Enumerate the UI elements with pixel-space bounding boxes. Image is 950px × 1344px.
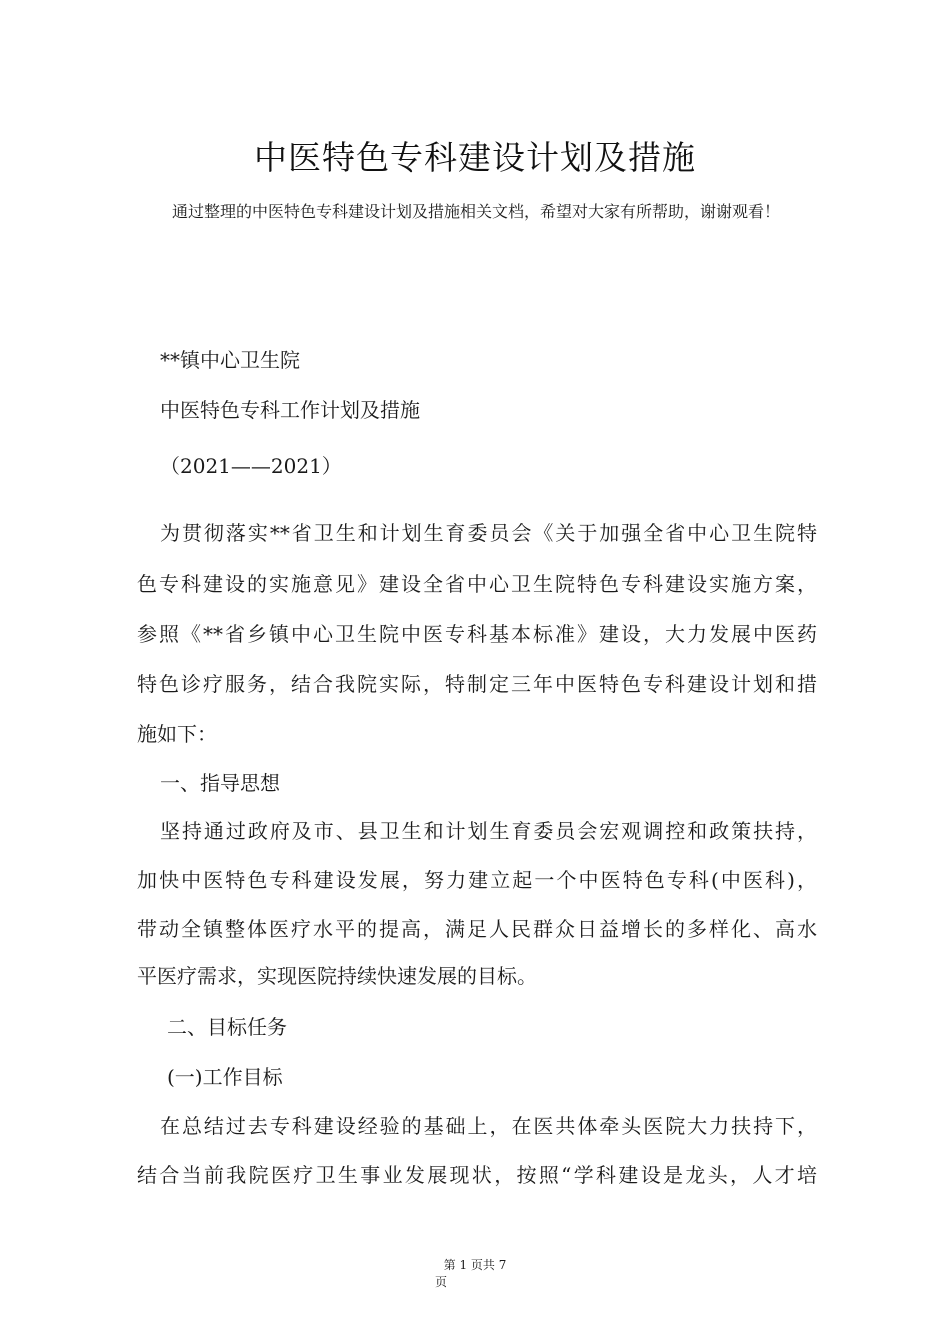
- text-line-para1-5: 施如下：: [137, 722, 217, 746]
- document-title: 中医特色专科建设计划及措施: [254, 138, 696, 177]
- text-line-para1-4: 特色诊疗服务，结合我院实际，特制定三年中医特色专科建设计划和措: [137, 672, 817, 696]
- text-line-para1-2: 色专科建设的实施意见》建设全省中心卫生院特色专科建设实施方案，: [137, 572, 817, 596]
- text-line-para2-4: 平医疗需求，实现医院持续快速发展的目标。: [137, 964, 537, 988]
- text-line-subtitle: 中医特色专科工作计划及措施: [160, 398, 420, 422]
- page-number-line1: 第 1 页共 7: [443, 1258, 507, 1272]
- text-line-years: （2021——2021）: [160, 454, 342, 478]
- text-line-para1-1: 为贯彻落实**省卫生和计划生育委员会《关于加强全省中心卫生院特: [160, 521, 817, 545]
- document-intro: 通过整理的中医特色专科建设计划及措施相关文档，希望对大家有所帮助，谢谢观看！: [172, 202, 781, 221]
- section-heading-goals: 二、目标任务: [167, 1015, 287, 1039]
- text-line-para3-1: 在总结过去专科建设经验的基础上，在医共体牵头医院大力扶持下，: [160, 1114, 817, 1138]
- text-line-para2-2: 加快中医特色专科建设发展，努力建立起一个中医特色专科(中医科)，: [137, 868, 817, 892]
- text-line-para2-1: 坚持通过政府及市、县卫生和计划生育委员会宏观调控和政策扶持，: [160, 819, 817, 843]
- text-line-para2-3: 带动全镇整体医疗水平的提高，满足人民群众日益增长的多样化、高水: [137, 917, 817, 941]
- page-number-line2: 页: [434, 1275, 447, 1289]
- section-heading-guiding-thought: 一、指导思想: [160, 771, 280, 795]
- text-line-org: **镇中心卫生院: [160, 348, 300, 372]
- text-line-para3-2: 结合当前我院医疗卫生事业发展现状，按照“学科建设是龙头，人才培: [137, 1163, 817, 1187]
- text-line-para1-3: 参照《**省乡镇中心卫生院中医专科基本标准》建设，大力发展中医药: [137, 622, 817, 646]
- subsection-heading-work-goals: (一)工作目标: [167, 1065, 283, 1089]
